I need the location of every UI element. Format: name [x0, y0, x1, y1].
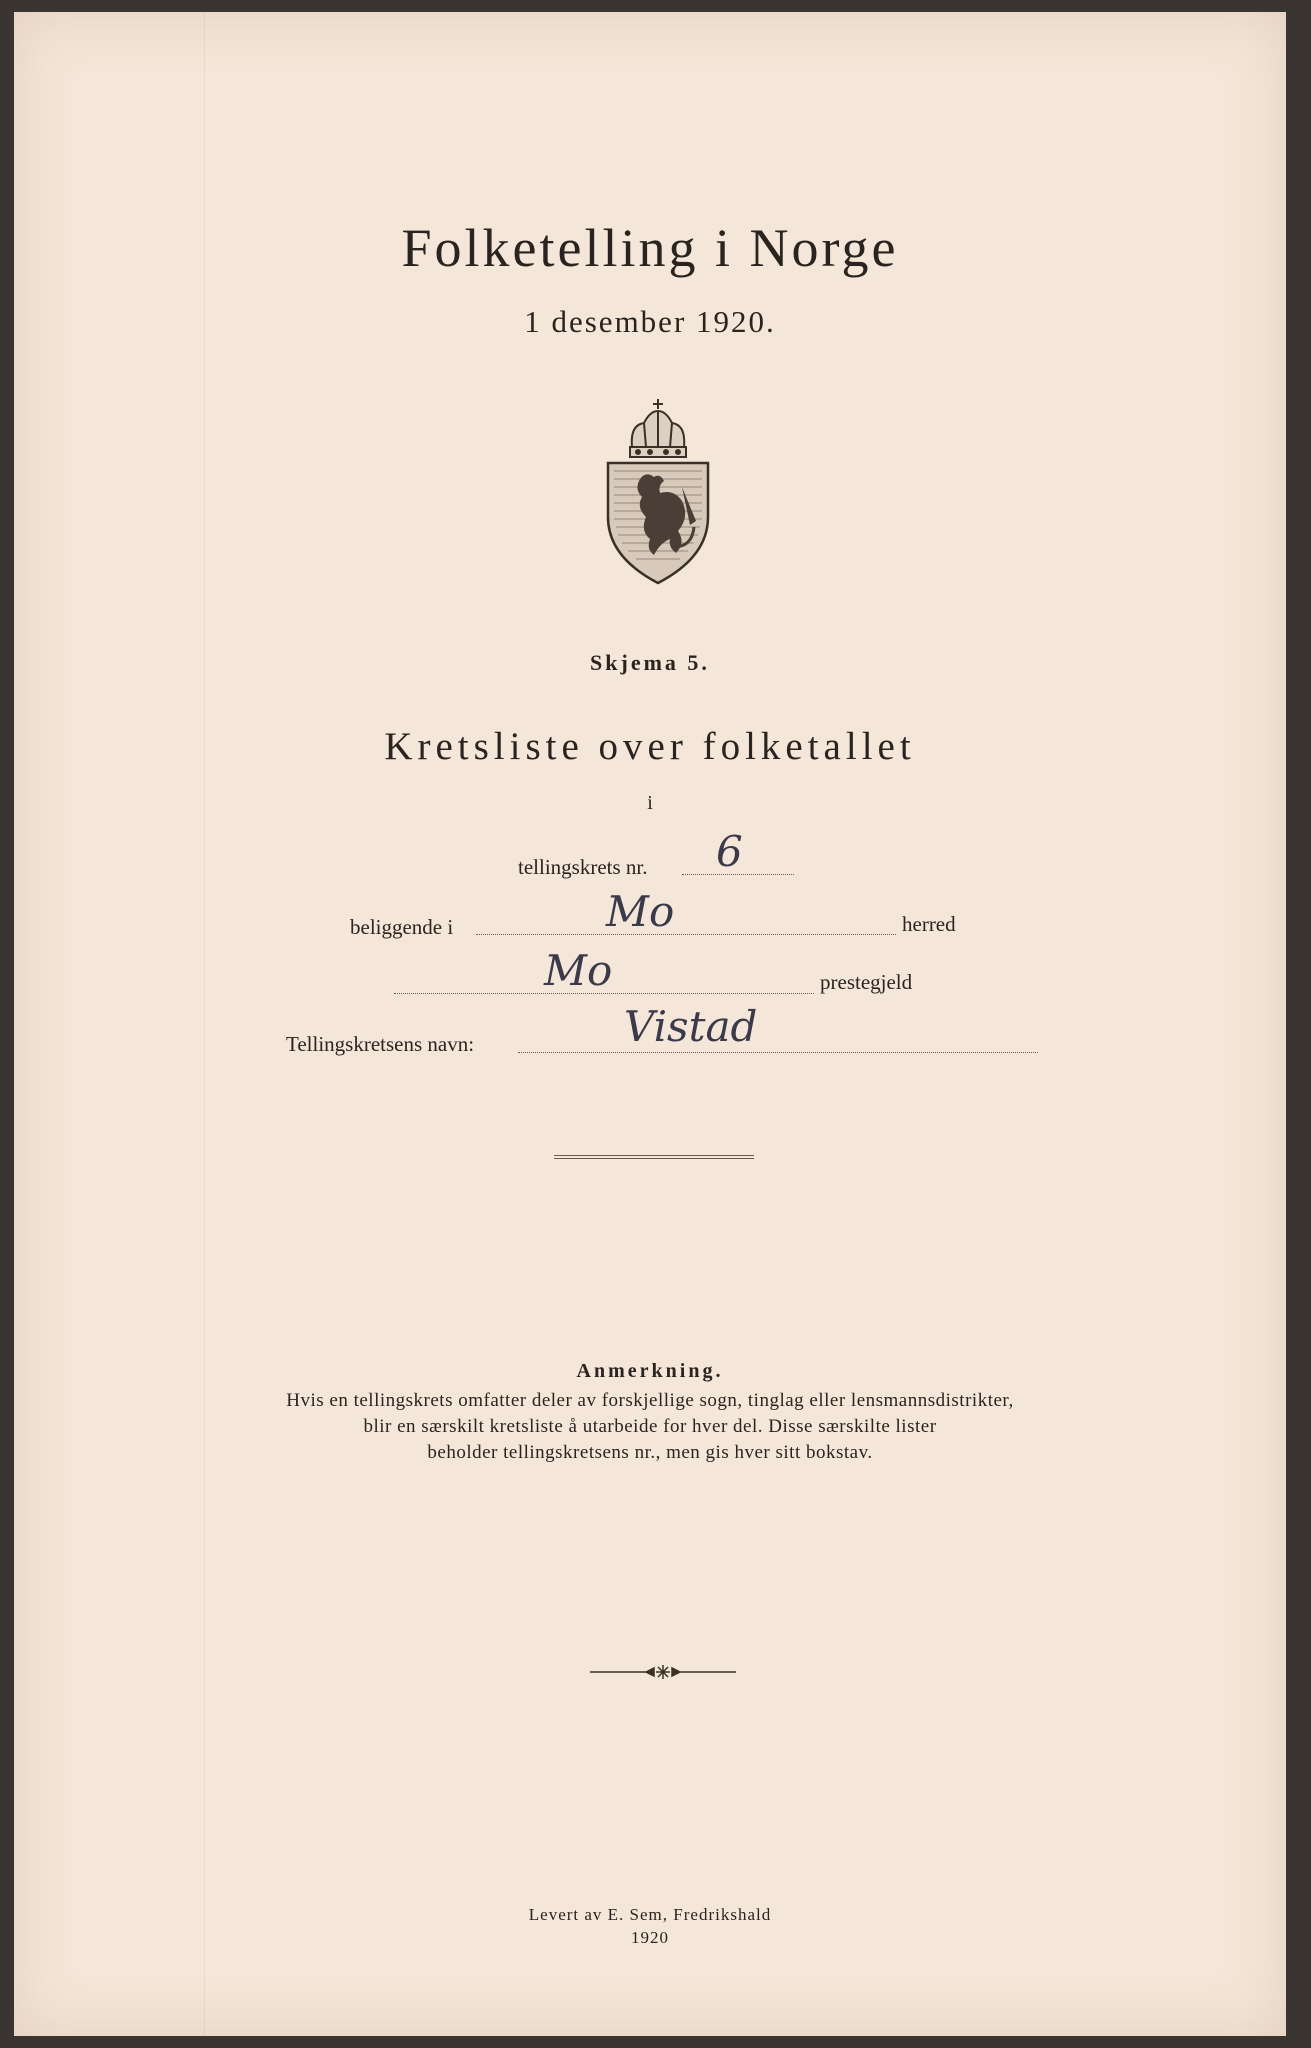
tellingskrets-value: 6 — [716, 827, 743, 876]
tellingskrets-label: tellingskrets nr. — [518, 855, 648, 879]
norwegian-coat-of-arms-icon — [600, 397, 716, 587]
census-form-page — [14, 12, 1286, 2036]
document-title: Folketelling i Norge — [401, 218, 899, 278]
preposition-i: i — [647, 792, 653, 814]
printer-year: 1920 — [631, 1928, 669, 1947]
navn-label: Tellingskretsens navn: — [286, 1032, 475, 1056]
note-line-1: Hvis en tellingskrets omfatter deler av forskjellige sogn, tinglag eller lensmannsdistrikter, — [286, 1390, 1014, 1411]
document-date: 1 desember 1920. — [524, 304, 776, 339]
schema-number: Skjema 5. — [590, 650, 710, 675]
section-divider — [554, 1155, 754, 1159]
navn-dotted-line — [518, 1052, 1038, 1053]
note-line-3: beholder tellingskretsens nr., men gis hver sitt bokstav. — [427, 1442, 873, 1463]
herred-label: herred — [902, 912, 956, 936]
beliggende-label: beliggende i — [350, 915, 454, 939]
beliggende-dotted-line — [476, 934, 896, 935]
form-heading: Kretsliste over folketallet — [384, 725, 916, 768]
navn-value: Vistad — [624, 1002, 758, 1051]
prestegjeld-value: Mo — [544, 946, 613, 995]
note-title: Anmerkning. — [576, 1360, 724, 1382]
printer-line: Levert av E. Sem, Fredrikshald — [528, 1905, 772, 1924]
prestegjeld-label: prestegjeld — [820, 970, 913, 994]
note-line-2: blir en særskilt kretsliste å utarbeide for hver del. Disse særskilte lister — [363, 1416, 937, 1437]
beliggende-value: Mo — [606, 887, 675, 936]
divider-ornament-icon — [588, 1662, 738, 1682]
